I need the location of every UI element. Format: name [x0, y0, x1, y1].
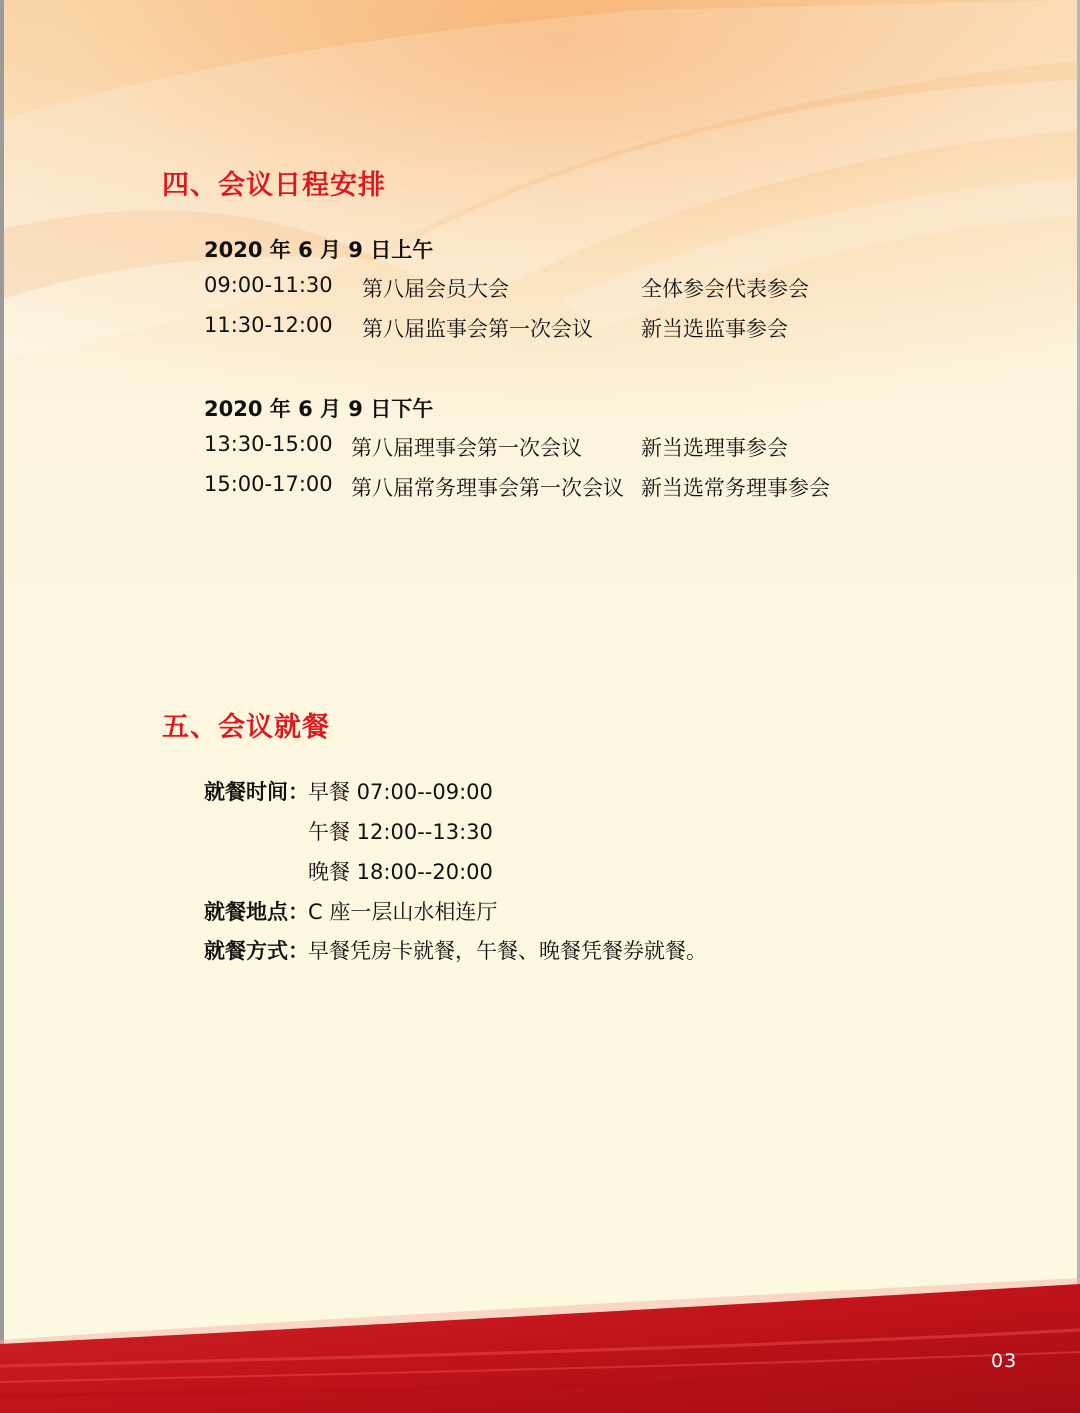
schedule-event: 第八届常务理事会第一次会议	[351, 476, 624, 500]
meal-lunch: 午餐 12:00--13:30	[308, 820, 493, 844]
page-number: 03	[991, 1350, 1018, 1372]
dining-method-label: 就餐方式：	[204, 939, 309, 963]
section-title-schedule: 四、会议日程安排	[162, 170, 386, 201]
schedule-time: 11:30-12:00	[204, 313, 333, 337]
left-border	[0, 0, 4, 1413]
meal-breakfast: 早餐 07:00--09:00	[308, 780, 493, 804]
schedule-time: 15:00-17:00	[204, 472, 333, 496]
date-heading-afternoon: 2020 年 6 月 9 日下午	[204, 397, 434, 421]
decorative-footer-band	[0, 1270, 1080, 1413]
schedule-attendees: 全体参会代表参会	[641, 277, 809, 301]
dining-method: 早餐凭房卡就餐，午餐、晚餐凭餐券就餐。	[308, 939, 707, 963]
schedule-time: 09:00-11:30	[204, 273, 333, 297]
meal-dinner: 晚餐 18:00--20:00	[308, 860, 493, 884]
dining-location: C 座一层山水相连厅	[308, 900, 498, 924]
schedule-attendees: 新当选监事参会	[641, 317, 788, 341]
section-title-dining: 五、会议就餐	[162, 712, 330, 743]
schedule-event: 第八届监事会第一次会议	[362, 317, 593, 341]
schedule-event: 第八届会员大会	[362, 277, 509, 301]
schedule-attendees: 新当选常务理事参会	[641, 476, 830, 500]
schedule-event: 第八届理事会第一次会议	[351, 436, 582, 460]
schedule-time: 13:30-15:00	[204, 432, 333, 456]
date-heading-morning: 2020 年 6 月 9 日上午	[204, 238, 434, 262]
decorative-header-waves	[0, 0, 1080, 700]
schedule-attendees: 新当选理事参会	[641, 436, 788, 460]
dining-time-label: 就餐时间：	[204, 780, 309, 804]
dining-location-label: 就餐地点：	[204, 900, 309, 924]
